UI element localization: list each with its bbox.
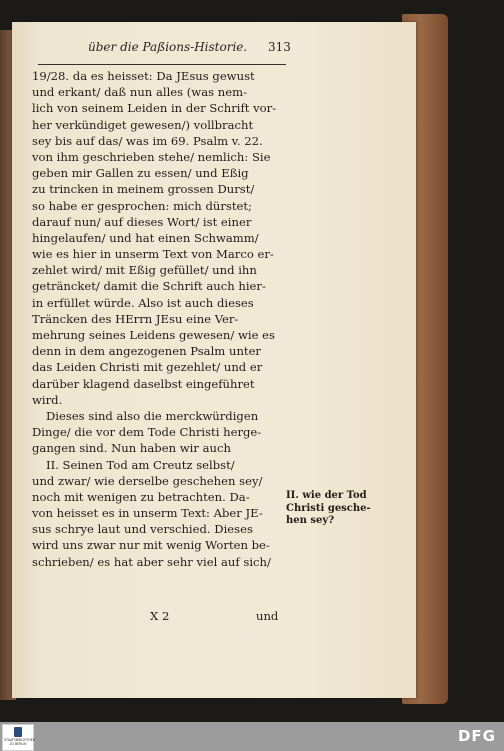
text-line: her verkündiget gewesen/) vollbracht [32, 117, 254, 132]
text-line: denn in dem angezogenen Psalm unter [32, 344, 261, 359]
text-line: gangen sind. Nun haben wir auch [32, 441, 231, 456]
library-logo-text: STAATSBIBLIOTHEK ZU BERLIN [4, 738, 35, 746]
margin-note-line: hen sey? [286, 515, 335, 526]
library-logo-icon [14, 727, 22, 737]
body-text [32, 68, 290, 570]
text-line: noch mit wenigen zu betrachten. Da- [32, 489, 250, 504]
page-header [30, 40, 300, 60]
text-line: und zwar/ wie derselbe geschehen sey/ [32, 473, 263, 488]
text-line: mehrung seines Leidens gewesen/ wie es [32, 328, 275, 342]
text-line: zehlet wird/ mit Eßig gefüllet/ und ihn [32, 263, 257, 278]
header-rule [38, 64, 286, 65]
signature-mark: X 2 [150, 609, 170, 623]
text-line: lich von seinem Leiden in der Schrift vor- [32, 101, 277, 116]
running-head: über die Paßions-Historie. [88, 40, 248, 54]
text-line: sey bis auf das/ was im 69. Psalm v. 22. [32, 133, 263, 148]
text-line: darauf nun/ auf dieses Wort/ ist einer [32, 214, 252, 229]
text-line: das Leiden Christi mit gezehlet/ und er [32, 360, 263, 375]
text-line: von heisset es in unserm Text: Aber JE- [32, 506, 263, 521]
text-line: 19/28. da es heisset: Da JEsus gewust [32, 69, 255, 83]
viewer-footer [0, 722, 504, 751]
show-through-ghost-text [334, 140, 394, 151]
margin-note-line: II. wie der Tod [286, 490, 367, 501]
text-line: von ihm geschrieben stehe/ nemlich: Sie [32, 149, 271, 164]
text-line: in erfüllet würde. Also ist auch dieses [32, 295, 254, 310]
text-line: wird uns zwar nur mit wenig Worten be- [32, 538, 270, 553]
text-line: wie es hier in unserm Text von Marco er- [32, 247, 274, 262]
margin-note-line: Christi gesche- [286, 502, 371, 514]
dfg-logo[interactable]: DFG [457, 727, 496, 745]
text-line: geträncket/ damit die Schrift auch hier- [32, 279, 266, 294]
text-line: geben mir Gallen zu essen/ und Eßig [32, 166, 249, 181]
catchword: und [256, 609, 279, 623]
text-line: schrieben/ es hat aber sehr viel auf sich/ [32, 554, 271, 569]
library-logo[interactable] [2, 724, 34, 751]
text-line: darüber klagend daselbst eingeführet [32, 376, 255, 391]
text-line: II. Seinen Tod am Creutz selbst/ [46, 457, 235, 472]
page-number: 313 [268, 40, 291, 54]
text-line: hingelaufen/ und hat einen Schwamm/ [32, 230, 259, 245]
text-line: Träncken des HErrn JEsu eine Ver- [32, 311, 239, 326]
margin-note [286, 490, 376, 528]
text-line: Dinge/ die vor dem Tode Christi herge- [32, 425, 262, 440]
text-line: und erkant/ daß nun alles (was nem- [32, 85, 248, 100]
text-line: wird. [32, 392, 63, 407]
text-line: zu trincken in meinem grossen Durst/ [32, 182, 255, 197]
text-line: so habe er gesprochen: mich dürstet; [32, 198, 252, 213]
text-line: Dieses sind also die merckwürdigen [46, 408, 259, 423]
text-line: sus schrye laut und verschied. Dieses [32, 522, 253, 537]
